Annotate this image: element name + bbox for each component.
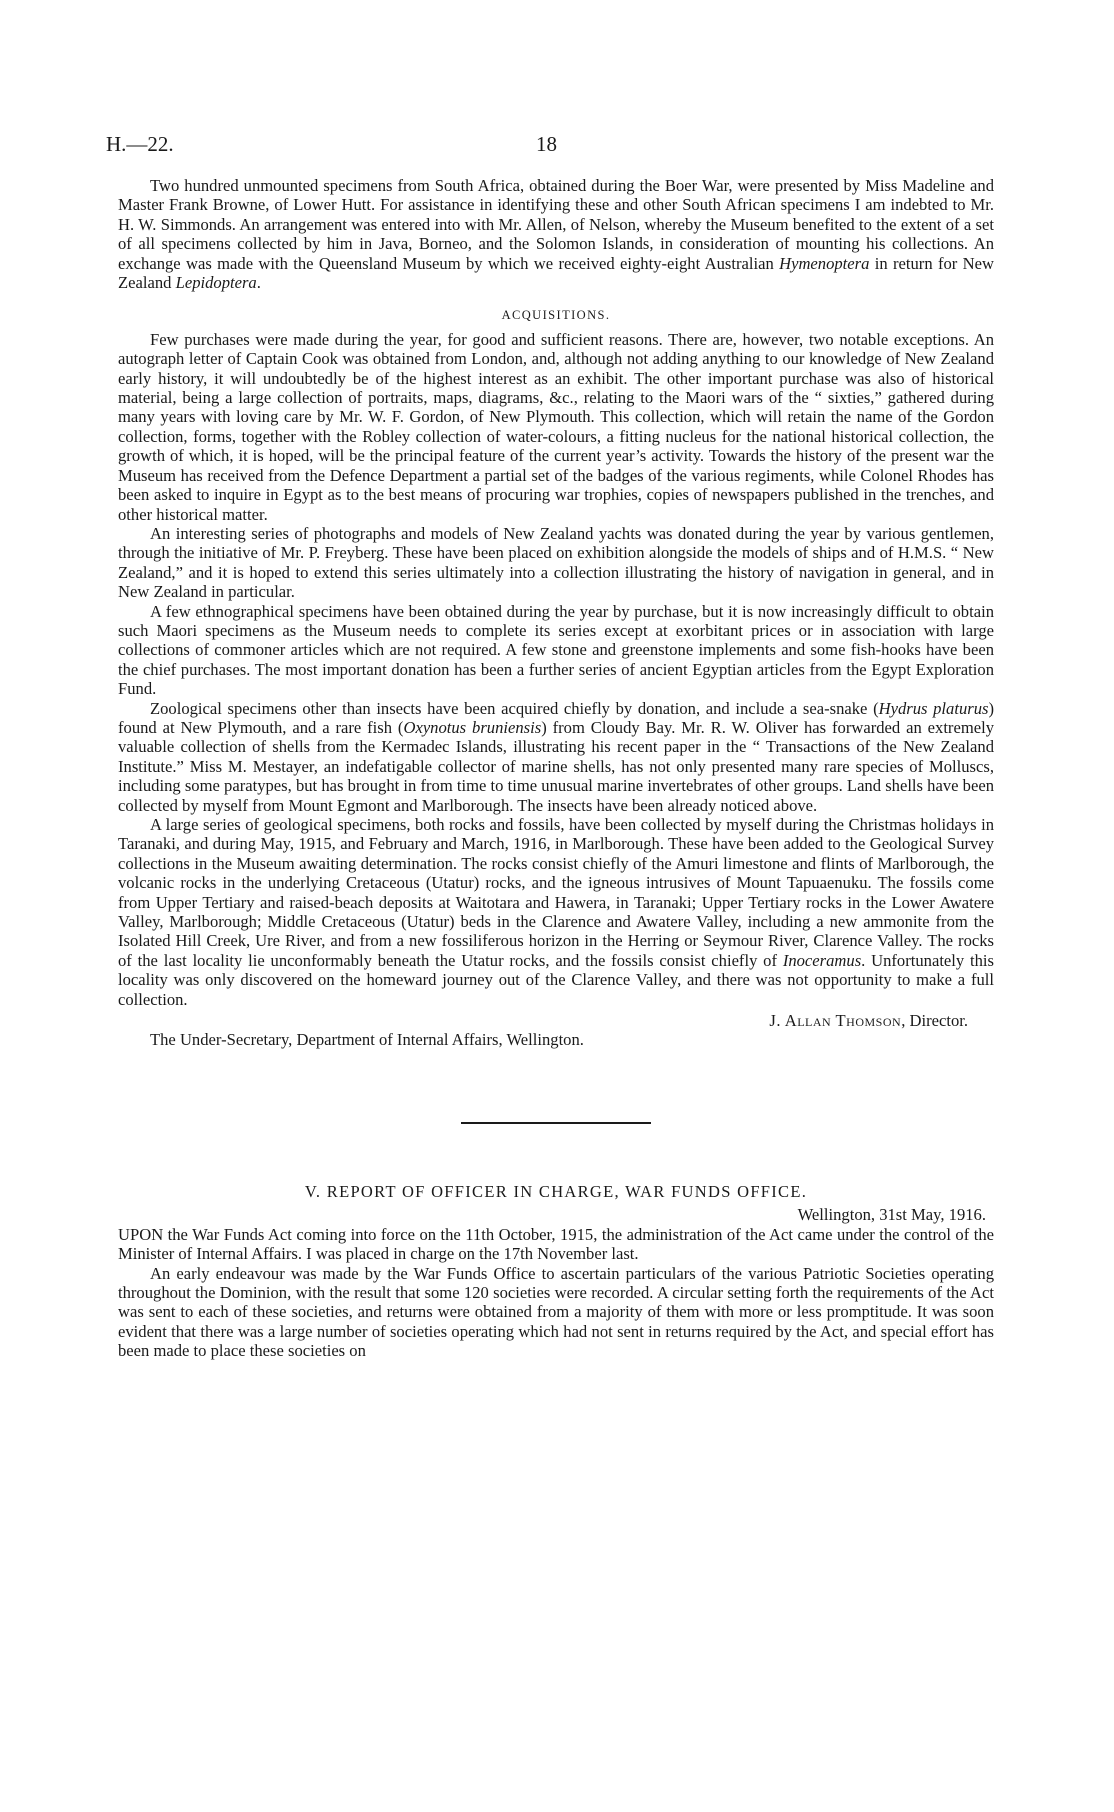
- paragraph-patriotic-societies: An early endeavour was made by the War Funds Office to ascertain particulars of the various Patriotic Societies operating throughout the Dominion, with the result that some 120 societies were recorded. A circular setting forth the requirements of the Act was sent to each of these societies, and returns were obtained from a majority of them with more or less promptitude. It was soon evident that there was a large number of societies operating which had not sent in returns required by the Act, and special effort has been made to place these societies on: [118, 1263, 994, 1361]
- italic-run: Hydrus platurus: [878, 698, 989, 718]
- document-body: [118, 176, 994, 1361]
- section-divider: [461, 1122, 651, 1124]
- dateline: Wellington, 31st May, 1916.: [797, 1205, 986, 1225]
- paragraph-donations: [118, 176, 994, 292]
- paragraph-purchases: Few purchases were made during the year, for good and sufficient reasons. There are, however, two notable exceptions. An autograph letter of Captain Cook was obtained from London, and, although not adding anything to our knowledge of New Zealand early history, it will undoubtedly be of the highest interest as an exhibit. The other important purchase was also of historical material, being a large collection of portraits, maps, diagrams, &c., relating to the Maori wars of the “ sixties,” gathered during many years with loving care by Mr. W. F. Gordon, of New Plymouth. This collection, which will retain the name of the Gordon collection, forms, together with the Robley collection of water-colours, a fitting nucleus for the national historical collection, the growth of which, it is hoped, will be the principal feature of the current year’s activity. Towards the history of the present war the Museum has received from the Defence Department a partial set of the badges of the various regiments, while Colonel Rhodes has been asked to inquire in Egypt as to the best means of procuring war trophies, copies of newspapers published in the trenches, and other historical matter.: [118, 329, 994, 524]
- document-reference: H.—22.: [106, 132, 174, 156]
- text-run: . Unfortunately this locality was only discovered on the homeward journey out of the Clarence Valley, and there was not opportunity to make a full collection.: [118, 950, 994, 1009]
- section-heading-acquisitions: ACQUISITIONS.: [501, 308, 611, 323]
- text-run: .: [256, 273, 261, 293]
- text-run: ) from Cloudy Bay. Mr. R. W. Oliver has forwarded an extremely valuable collection of shells from the Kermadec Islands, illustrating his recent paper in the “ Transactions of the New Zealand Institute.” Miss M. Mestayer, an indefatigable collector of marine shells, has not only presented many rare species of Molluscs, including some paratypes, but has brought in from time to time unusual marine invertebrates of other groups. Land shells have been collected by myself from Mount Egmont and Marlborough. The insects have been already noticed above.: [118, 717, 994, 815]
- signature-line: [118, 1011, 994, 1030]
- italic-run: Oxynotus bruniensis: [403, 717, 542, 737]
- signature-name: J. Allan Thomson: [769, 1011, 902, 1031]
- report-title: V. REPORT OF OFFICER IN CHARGE, WAR FUNDS OFFICE.: [304, 1181, 808, 1201]
- signature-title: , Director.: [901, 1011, 968, 1031]
- text-run: in return for New Zealand: [118, 253, 994, 293]
- text-run: A large series of geological specimens, both rocks and fossils, have been collected by myself during the Christmas holidays in Taranaki, and during May, 1915, and February and March, 1916, in Marlborough. These have been added to the Geological Survey collections in the Museum awaiting determination. The rocks consist chiefly of the Amuri limestone and flints of Marlborough, the volcanic rocks in the underlying Cretaceous (Utatur) rocks, and the igneous intrusives of Mount Tapuaenuku. The fossils come from Upper Tertiary and raised-beach deposits at Waitotara and Hawera, in Taranaki; Upper Tertiary rocks in the Lower Awatere Valley, Marlborough; Middle Cretaceous (Utatur) beds in the Clarence and Awatere Valley, including a new ammonite from the Isolated Hill Creek, Ure River, and from a new fossiliferous horizon in the Herring or Seymour River, Clarence Valley. The rocks of the last locality lie unconformably beneath the Utatur rocks, and the fossils consist chiefly of: [118, 815, 994, 970]
- paragraph-yachts: An interesting series of photographs and models of New Zealand yachts was donated during the year by various gentlemen, through the initiative of Mr. P. Freyberg. These have been placed on exhibition alongside the models of ships and of H.M.S. “ New Zealand,” and it is hoped to extend this series ultimately into a collection illustrating the history of navigation in general, and in New Zealand in particular.: [118, 523, 994, 602]
- paragraph-geological: [118, 815, 994, 1009]
- page-number: 18: [536, 132, 557, 156]
- text-run: Two hundred unmounted specimens from South Africa, obtained during the Boer War, were presented by Miss Madeline and Master Frank Browne, of Lower Hutt. For assistance in identifying these and other South African specimens I am indebted to Mr. H. W. Simmonds. An arrangement was entered into with Mr. Allen, of Nelson, whereby the Museum benefited to the extent of a set of all specimens collected by him in Java, Borneo, and the Solomon Islands, in consideration of mounting his collections. An exchange was made with the Queensland Museum by which we received eighty-eight Australian: [118, 176, 994, 273]
- italic-run: Inoceramus: [782, 950, 862, 970]
- addressee: The Under-Secretary, Department of Internal Affairs, Wellington.: [150, 1030, 584, 1050]
- italic-run: Hymenoptera: [779, 253, 870, 273]
- text-run: Zoological specimens other than insects have been acquired chiefly by donation, and include a sea-snake (: [150, 698, 879, 718]
- text-run: ) found at New Plymouth, and a rare fish (: [118, 698, 994, 737]
- paragraph-war-funds-act: UPON the War Funds Act coming into force on the 11th October, 1915, the administration of the Act came under the control of the Minister of Internal Affairs. I was placed in charge on the 17th November last.: [118, 1224, 994, 1264]
- italic-run: Lepidoptera: [175, 273, 257, 293]
- paragraph-zoological: [118, 699, 994, 815]
- paragraph-ethnographical: A few ethnographical specimens have been obtained during the year by purchase, but it is now increasingly difficult to obtain such Maori specimens as the Museum needs to complete its series except at exorbitant prices or in association with large collections of commoner articles which are not required. A few stone and greenstone implements and some fish-hooks have been the chief purchases. The most important donation has been a further series of ancient Egyptian articles from the Egypt Exploration Fund.: [118, 601, 994, 699]
